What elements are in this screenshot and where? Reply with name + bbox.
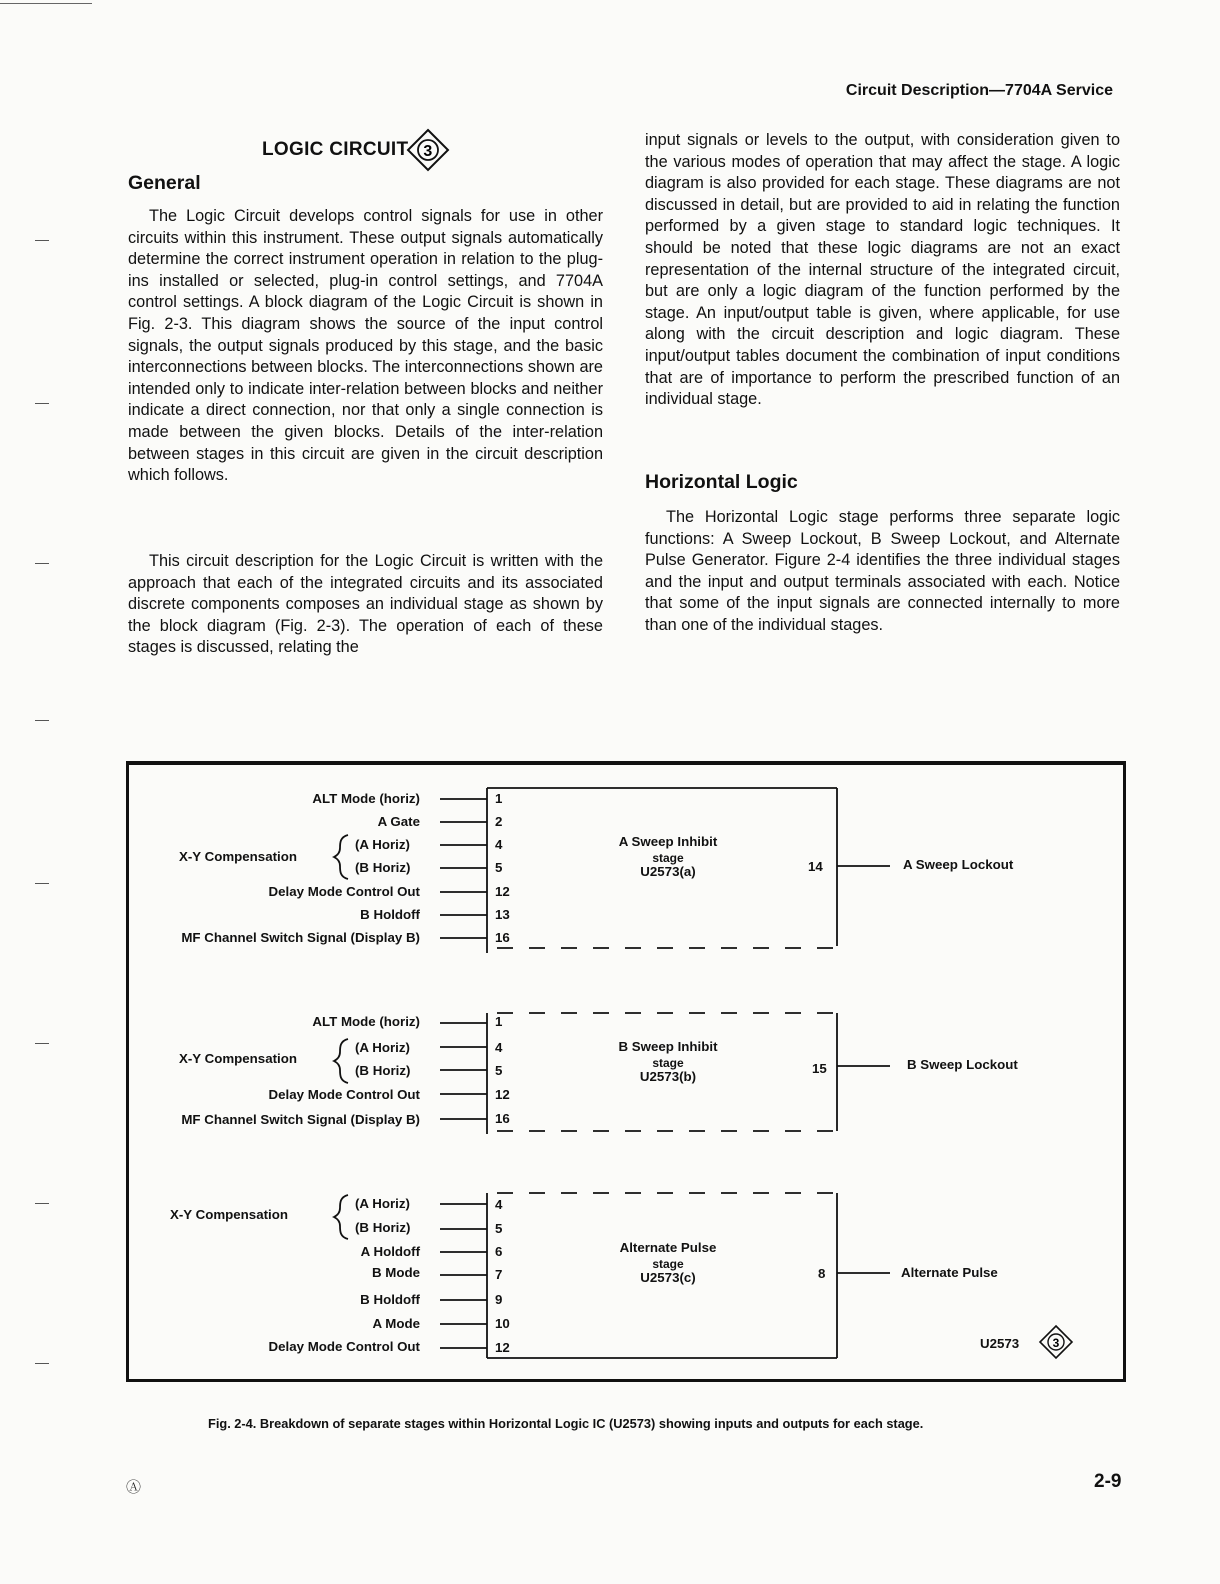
stage-c-input-label: A Mode	[372, 1316, 420, 1331]
stage-c-pin: 7	[495, 1267, 503, 1282]
stage-b-pin: 12	[495, 1087, 510, 1102]
ic-diamond-badge	[1040, 1326, 1072, 1358]
stage-a-sub: stage	[652, 851, 684, 865]
general-heading: General	[128, 172, 201, 194]
continued-paragraph: input signals or levels to the output, with consideration given to the various modes of operation that may affect the stage. A logic diagram is also provided for each stage. These diagrams are not discussed in detail, but are provided to aid in relating the function performed by a given stage to standard logic techniques. It should be noted that these logic diagrams are not an exact representation of the internal structure of the integrated circuit, but are only a logic diagram of the function performed by the stage. An input/output table is given, where applicable, for use along with the circuit description and logic diagram. These input/output tables document the combination of input conditions that are of importance to perform the prescribed function of an individual stage.	[645, 131, 1120, 409]
stage-b-input-label: Delay Mode Control Out	[268, 1087, 420, 1102]
stage-a-input-label: B Holdoff	[360, 907, 420, 922]
stage-c-pin: 9	[495, 1292, 503, 1307]
stage-a-pin: 1	[495, 791, 503, 806]
stage-c-input-label: B Holdoff	[360, 1292, 420, 1307]
stage-c-sub: stage	[652, 1257, 684, 1271]
stage-c-ref: U2573(c)	[640, 1270, 696, 1285]
stage-a-pin: 4	[495, 837, 503, 852]
stage-b-input-label: MF Channel Switch Signal (Display B)	[181, 1112, 420, 1127]
stage-c-output-pin: 8	[818, 1266, 826, 1281]
stage-a-pin: 2	[495, 814, 503, 829]
stage-b-output-pin: 15	[812, 1061, 827, 1076]
stage-c-xy-compensation-label: X-Y Compensation	[170, 1207, 288, 1222]
horizontal-logic-paragraph: The Horizontal Logic stage performs three separate logic functions: A Sweep Lockout, B Sweep Lockout, and Alternate Pulse Generator. Figure 2-4 identifies the three individual stages and the input and output terminals associated with each. Notice that some of the input signals are connected internally to more than one of the individual stages.	[645, 508, 1120, 634]
stage-b-output-label: B Sweep Lockout	[907, 1057, 1018, 1072]
stage-b-pin: 5	[495, 1063, 503, 1078]
stage-a-input-label: (B Horiz)	[355, 860, 411, 875]
stage-b-xy-compensation-label: X-Y Compensation	[179, 1051, 297, 1066]
figure-caption: Fig. 2-4. Breakdown of separate stages within Horizontal Logic IC (U2573) showing inputs and outputs for each stage.	[208, 1416, 924, 1431]
stage-a-input-label: (A Horiz)	[355, 837, 410, 852]
general-paragraph-2: This circuit description for the Logic Circuit is written with the approach that each of the integrated circuits and its associated discrete components composes an individual stage as shown by the block diagram (Fig. 2-3). The operation of each of these stages is discussed, relating the	[128, 552, 603, 657]
stage-a-xy-compensation-label: X-Y Compensation	[179, 849, 297, 864]
stage-c-input-label: (A Horiz)	[355, 1196, 410, 1211]
stage-b-pin: 1	[495, 1014, 503, 1029]
stage-c-input-label: B Mode	[371, 1265, 420, 1280]
stage-c-pin: 5	[495, 1221, 503, 1236]
stage-a-output-pin: 14	[808, 859, 823, 874]
stage-b-input-label: (B Horiz)	[355, 1063, 411, 1078]
stage-c-output-label: Alternate Pulse	[901, 1265, 998, 1280]
running-header: Circuit Description—7704A Service	[845, 82, 1113, 99]
page-number: 2-9	[1094, 1471, 1122, 1492]
stage-b-pin: 16	[495, 1111, 510, 1126]
section-title-text: LOGIC CIRCUIT	[262, 139, 409, 160]
stage-b-brace	[334, 1039, 348, 1083]
stage-c-brace	[334, 1195, 348, 1239]
stage-a-input-label: ALT Mode (horiz)	[312, 791, 420, 806]
stage-b-pin: 4	[495, 1040, 503, 1055]
ic-label: U2573	[980, 1336, 1020, 1351]
stage-c-name: Alternate Pulse	[619, 1240, 717, 1255]
stage-c-pin: 4	[495, 1197, 503, 1212]
stage-a-ref: U2573(a)	[640, 864, 696, 879]
stage-a-name: A Sweep Inhibit	[618, 834, 718, 849]
stage-a-pin: 12	[495, 884, 510, 899]
general-paragraph-1: The Logic Circuit develops control signals for use in other circuits within this instrument. These output signals automatically determine the correct instrument operation in relation to the plug-ins installed or selected, plug-in control settings, and 7704A control settings. A block diagram of the Logic Circuit is shown in Fig. 2-3. This diagram shows the source of the input control signals, the output signals produced by this stage, and the basic interconnections between blocks. The interconnections shown are intended only to indicate inter-relation between blocks and neither indicate a direct connection, nor that only a single connection is made between the given blocks. Details of the inter-relation between stages in this circuit are given in the circuit description which follows.	[128, 207, 603, 485]
stage-a-output-label: A Sweep Lockout	[903, 857, 1014, 872]
stage-a-input-label: A Gate	[377, 814, 420, 829]
horizontal-logic-heading: Horizontal Logic	[645, 471, 798, 493]
ic-badge-number: 3	[1052, 1336, 1060, 1350]
publisher-mark: Ⓐ	[126, 1479, 142, 1496]
stage-a-pin: 5	[495, 860, 503, 875]
stage-c-pin: 12	[495, 1340, 510, 1355]
stage-a-pin: 13	[495, 907, 510, 922]
stage-a-brace	[334, 835, 348, 879]
stage-a-input-label: MF Channel Switch Signal (Display B)	[181, 930, 420, 945]
stage-b-ref: U2573(b)	[639, 1069, 697, 1084]
stage-b-input-label: (A Horiz)	[355, 1040, 410, 1055]
stage-c-input-label: (B Horiz)	[355, 1220, 411, 1235]
section-badge-number: 3	[423, 143, 433, 160]
stage-c-pin: 6	[495, 1244, 503, 1259]
stage-b-sub: stage	[652, 1056, 684, 1070]
stage-c-input-label: Delay Mode Control Out	[268, 1339, 420, 1354]
stage-b-name: B Sweep Inhibit	[618, 1039, 718, 1054]
stage-a-input-label: Delay Mode Control Out	[268, 884, 420, 899]
stage-c-input-label: A Holdoff	[360, 1244, 420, 1259]
stage-b-input-label: ALT Mode (horiz)	[312, 1014, 420, 1029]
stage-a-pin: 16	[495, 930, 510, 945]
stage-c-pin: 10	[495, 1316, 510, 1331]
